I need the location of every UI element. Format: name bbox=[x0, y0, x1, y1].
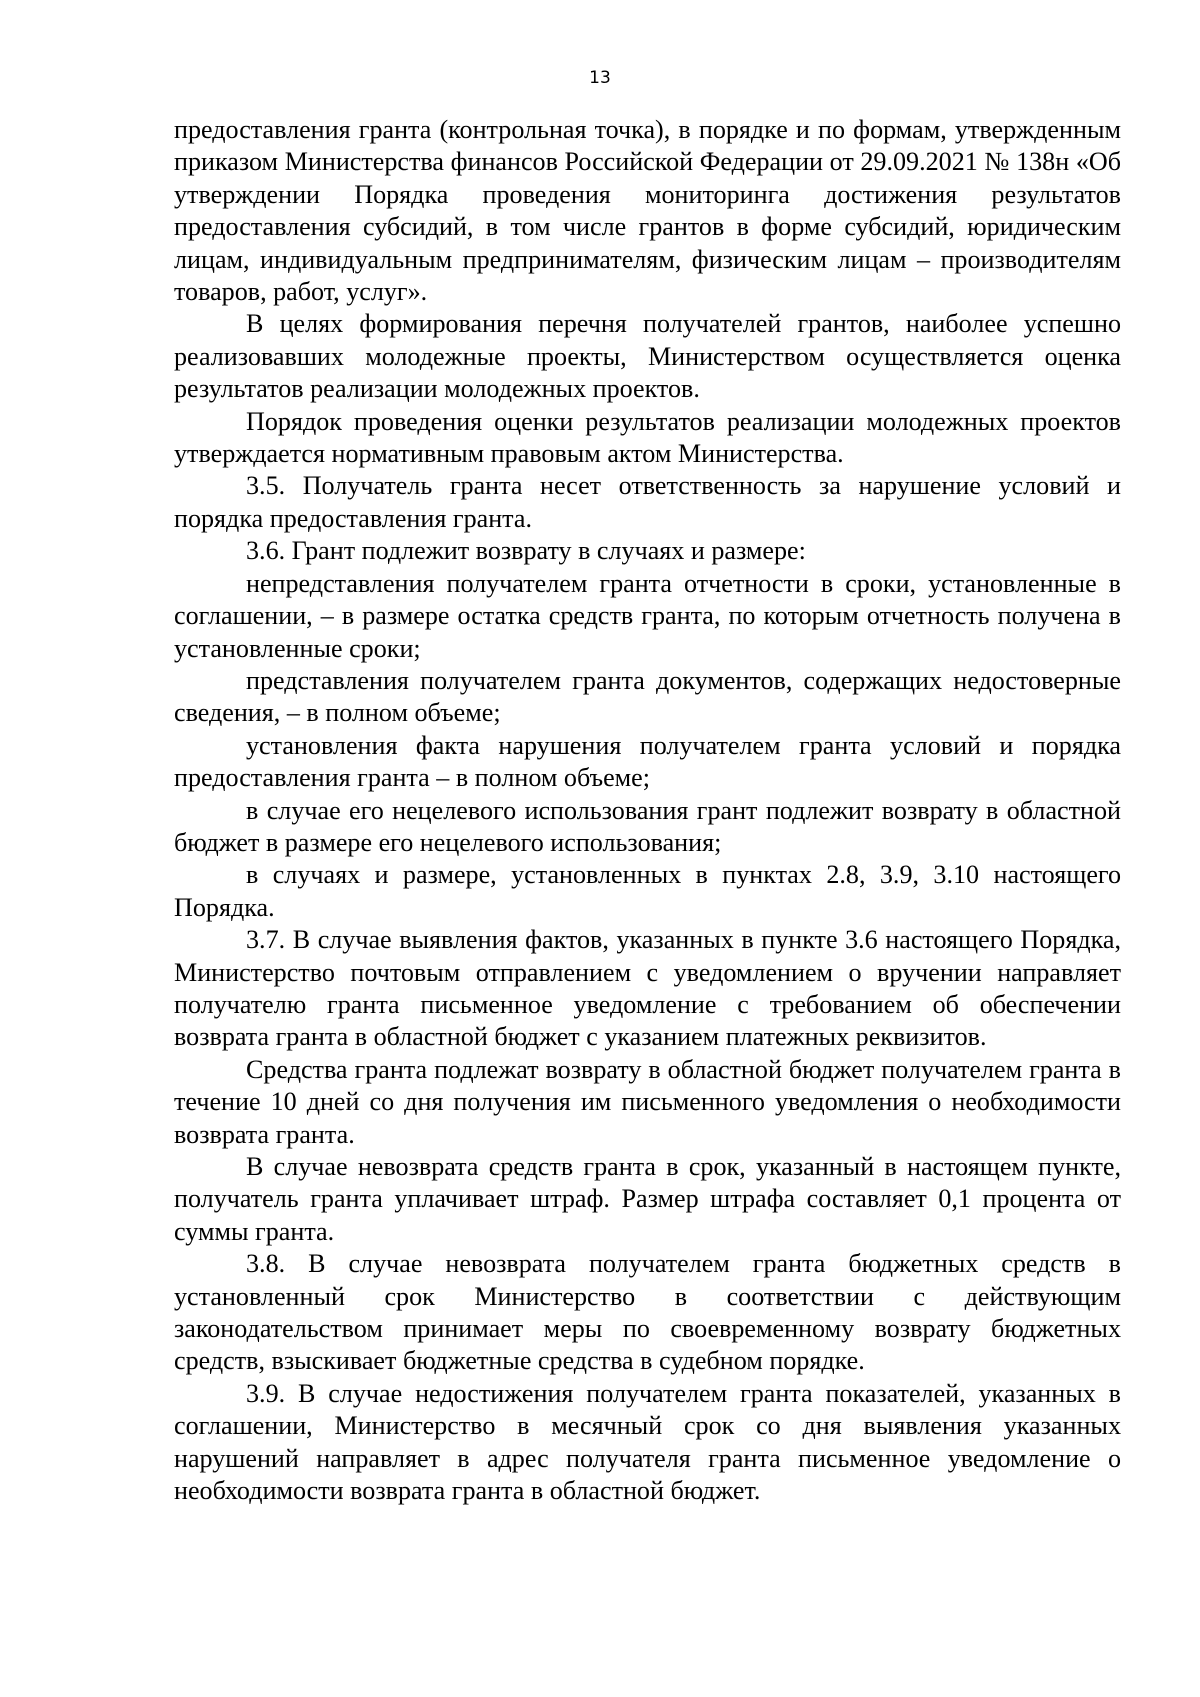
document-body bbox=[174, 114, 1121, 1507]
paragraph: Порядок проведения оценки результатов реализации молодежных проектов утверждается нормативным правовым актом Министерства. bbox=[174, 406, 1121, 469]
paragraph: 3.7. В случае выявления фактов, указанных в пункте 3.6 настоящего Порядка, Министерство почтовым отправлением с уведомлением о вручении направляет получателю гранта письменное уведомление с требованием об обеспечении возврата гранта в областной бюджет с указанием платежных реквизитов. bbox=[174, 925, 1121, 1052]
paragraph: в случае его нецелевого использования грант подлежит возврату в областной бюджет в размере его нецелевого использования; bbox=[174, 795, 1121, 857]
paragraph: Средства гранта подлежат возврату в областной бюджет получателем гранта в течение 10 дней со дня получения им письменного уведомления о необходимости возврата гранта. bbox=[174, 1054, 1121, 1149]
paragraph: в случаях и размере, установленных в пунктах 2.8, 3.9, 3.10 настоящего Порядка. bbox=[174, 860, 1121, 922]
paragraph: В целях формирования перечня получателей грантов, наиболее успешно реализовавших молодежные проекты, Министерством осуществляется оценка результатов реализации молодежных проектов. bbox=[174, 309, 1121, 404]
page-number: 13 bbox=[589, 68, 611, 88]
paragraph: представления получателем гранта документов, содержащих недостоверные сведения, – в полном объеме; bbox=[174, 665, 1121, 728]
paragraph: непредставления получателем гранта отчетности в сроки, установленные в соглашении, – в размере остатка средств гранта, по которым отчетность получена в установленные сроки; bbox=[174, 568, 1121, 663]
paragraph: 3.8. В случае невозврата получателем гранта бюджетных средств в установленный срок Министерство в соответствии с действующим законодательством принимает меры по своевременному возврату бюджетных средств, взыскивает бюджетные средства в судебном порядке. bbox=[174, 1249, 1121, 1376]
paragraph: В случае невозврата средств гранта в срок, указанный в настоящем пункте, получатель гранта уплачивает штраф. Размер штрафа составляет 0,1 процента от суммы гранта. bbox=[174, 1152, 1121, 1246]
paragraph: 3.9. В случае недостижения получателем гранта показателей, указанных в соглашении, Министерство в месячный срок со дня выявления указанных нарушений направляет в адрес получателя гранта письменное уведомление о необходимости возврата гранта в областной бюджет. bbox=[174, 1378, 1121, 1506]
paragraph: 3.6. Грант подлежит возврату в случаях и размере: bbox=[246, 536, 806, 566]
paragraph: предоставления гранта (контрольная точка), в порядке и по формам, утвержденным приказом Министерства финансов Российской Федерации от 29.09.2021 № 138н «Об утверждении Порядка проведения мониторинга достижения результатов предоставления субсидий, в том числе грантов в форме субсидий, юридическим лицам, индивидуальным предпринимателям, физическим лицам – производителям товаров, работ, услуг». bbox=[174, 115, 1121, 307]
paragraph: 3.5. Получатель гранта несет ответственность за нарушение условий и порядка предоставления гранта. bbox=[174, 471, 1121, 533]
paragraph: установления факта нарушения получателем гранта условий и порядка предоставления гранта – в полном объеме; bbox=[174, 730, 1121, 793]
